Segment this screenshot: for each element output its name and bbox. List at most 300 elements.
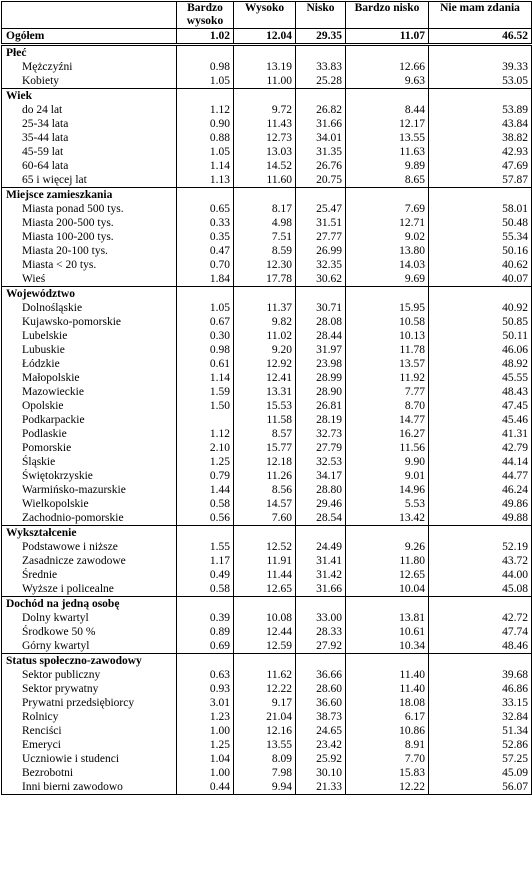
empty-cell	[429, 188, 532, 203]
table-row	[2, 682, 532, 696]
value-cell: 45.08	[429, 582, 532, 597]
value-cell: 28.60	[296, 682, 346, 696]
value-cell: 40.92	[429, 301, 532, 315]
value-cell: 13.81	[346, 611, 429, 625]
row-label: Środkowe 50 %	[2, 625, 177, 639]
empty-cell	[177, 597, 234, 612]
value-cell: 12.73	[234, 131, 296, 145]
empty-cell	[429, 654, 532, 669]
table-row	[2, 343, 532, 357]
value-cell: 34.17	[296, 469, 346, 483]
table-row	[2, 441, 532, 455]
value-cell: 38.82	[429, 131, 532, 145]
row-label: Zasadnicze zawodowe	[2, 554, 177, 568]
value-cell: 46.52	[429, 29, 532, 45]
table-row	[2, 74, 532, 89]
value-cell: 0.79	[177, 469, 234, 483]
value-cell: 1.55	[177, 540, 234, 554]
row-label: Kujawsko-pomorskie	[2, 315, 177, 329]
row-label: Dolny kwartyl	[2, 611, 177, 625]
row-label: Opolskie	[2, 399, 177, 413]
empty-cell	[346, 188, 429, 203]
value-cell: 12.44	[234, 625, 296, 639]
value-cell: 43.72	[429, 554, 532, 568]
value-cell: 52.86	[429, 738, 532, 752]
table-row	[2, 639, 532, 654]
value-cell: 5.53	[346, 497, 429, 511]
value-cell: 0.58	[177, 582, 234, 597]
value-cell: 10.58	[346, 315, 429, 329]
row-label: Mazowieckie	[2, 385, 177, 399]
value-cell: 28.33	[296, 625, 346, 639]
value-cell: 15.77	[234, 441, 296, 455]
table-row	[2, 145, 532, 159]
table-row	[2, 103, 532, 117]
value-cell: 32.35	[296, 258, 346, 272]
value-cell: 32.53	[296, 455, 346, 469]
table-row	[2, 625, 532, 639]
table-row	[2, 766, 532, 780]
section-title: Wiek	[2, 89, 177, 104]
value-cell: 30.62	[296, 272, 346, 287]
value-cell: 0.44	[177, 780, 234, 795]
row-label: Uczniowie i studenci	[2, 752, 177, 766]
value-cell: 1.02	[177, 29, 234, 45]
header-cell: Bardzo wysoko	[177, 2, 234, 29]
value-cell: 11.40	[346, 682, 429, 696]
value-cell: 11.58	[234, 413, 296, 427]
value-cell: 32.73	[296, 427, 346, 441]
value-cell: 1.17	[177, 554, 234, 568]
value-cell: 21.04	[234, 710, 296, 724]
table-row	[2, 399, 532, 413]
value-cell: 0.58	[177, 497, 234, 511]
empty-cell	[429, 89, 532, 104]
table-row	[2, 540, 532, 554]
value-cell: 42.93	[429, 145, 532, 159]
value-cell: 44.14	[429, 455, 532, 469]
value-cell: 0.39	[177, 611, 234, 625]
empty-cell	[346, 45, 429, 61]
value-cell: 0.47	[177, 244, 234, 258]
value-cell: 7.98	[234, 766, 296, 780]
survey-table	[1, 1, 532, 795]
value-cell: 11.40	[346, 668, 429, 682]
table-row	[2, 511, 532, 526]
row-label: do 24 lat	[2, 103, 177, 117]
value-cell: 15.53	[234, 399, 296, 413]
value-cell: 48.43	[429, 385, 532, 399]
value-cell: 10.13	[346, 329, 429, 343]
header-cell: Nie mam zdania	[429, 2, 532, 29]
value-cell: 26.76	[296, 159, 346, 173]
value-cell: 8.09	[234, 752, 296, 766]
empty-cell	[234, 188, 296, 203]
table-row	[2, 710, 532, 724]
value-cell: 7.69	[346, 202, 429, 216]
table-row	[2, 554, 532, 568]
value-cell: 50.85	[429, 315, 532, 329]
value-cell: 12.92	[234, 357, 296, 371]
value-cell: 8.44	[346, 103, 429, 117]
table-row	[2, 131, 532, 145]
value-cell: 10.34	[346, 639, 429, 654]
row-label: Łódzkie	[2, 357, 177, 371]
value-cell: 44.77	[429, 469, 532, 483]
empty-cell	[177, 526, 234, 541]
value-cell: 13.42	[346, 511, 429, 526]
value-cell: 24.49	[296, 540, 346, 554]
row-label: Prywatni przedsiębiorcy	[2, 696, 177, 710]
table-row	[2, 385, 532, 399]
value-cell: 13.03	[234, 145, 296, 159]
value-cell: 9.01	[346, 469, 429, 483]
value-cell: 9.20	[234, 343, 296, 357]
value-cell: 29.46	[296, 497, 346, 511]
value-cell: 3.01	[177, 696, 234, 710]
value-cell: 11.60	[234, 173, 296, 188]
row-label: Wielkopolskie	[2, 497, 177, 511]
value-cell: 12.17	[346, 117, 429, 131]
value-cell: 8.65	[346, 173, 429, 188]
value-cell: 11.92	[346, 371, 429, 385]
value-cell: 12.59	[234, 639, 296, 654]
section-header-row	[2, 526, 532, 541]
empty-cell	[296, 45, 346, 61]
table-row	[2, 497, 532, 511]
table-row	[2, 173, 532, 188]
value-cell: 32.84	[429, 710, 532, 724]
table-row	[2, 469, 532, 483]
row-label: Podstawowe i niższe	[2, 540, 177, 554]
value-cell: 11.78	[346, 343, 429, 357]
header-row	[2, 2, 532, 29]
value-cell: 8.57	[234, 427, 296, 441]
section-header-row	[2, 89, 532, 104]
row-label: Wyższe i policealne	[2, 582, 177, 597]
value-cell: 1.05	[177, 145, 234, 159]
row-label: Śląskie	[2, 455, 177, 469]
value-cell: 12.16	[234, 724, 296, 738]
value-cell: 31.41	[296, 554, 346, 568]
value-cell: 47.69	[429, 159, 532, 173]
value-cell: 33.15	[429, 696, 532, 710]
value-cell: 9.69	[346, 272, 429, 287]
value-cell: 20.75	[296, 173, 346, 188]
value-cell: 11.91	[234, 554, 296, 568]
value-cell: 1.05	[177, 74, 234, 89]
value-cell: 9.72	[234, 103, 296, 117]
section-header-row	[2, 597, 532, 612]
value-cell: 24.65	[296, 724, 346, 738]
value-cell: 47.45	[429, 399, 532, 413]
value-cell: 12.30	[234, 258, 296, 272]
value-cell: 0.65	[177, 202, 234, 216]
value-cell: 48.92	[429, 357, 532, 371]
value-cell: 50.48	[429, 216, 532, 230]
value-cell: 10.08	[234, 611, 296, 625]
value-cell: 43.84	[429, 117, 532, 131]
value-cell: 25.28	[296, 74, 346, 89]
value-cell: 1.25	[177, 738, 234, 752]
value-cell: 14.96	[346, 483, 429, 497]
value-cell: 27.77	[296, 230, 346, 244]
value-cell: 9.02	[346, 230, 429, 244]
row-label: Warmińsko-mazurskie	[2, 483, 177, 497]
empty-cell	[346, 654, 429, 669]
value-cell: 29.35	[296, 29, 346, 45]
value-cell: 21.33	[296, 780, 346, 795]
value-cell: 7.51	[234, 230, 296, 244]
table-row	[2, 315, 532, 329]
empty-cell	[296, 89, 346, 104]
value-cell	[177, 413, 234, 427]
table-row	[2, 159, 532, 173]
value-cell: 12.22	[234, 682, 296, 696]
value-cell: 11.07	[346, 29, 429, 45]
value-cell: 7.70	[346, 752, 429, 766]
row-label: Miasta 200-500 tys.	[2, 216, 177, 230]
value-cell: 11.44	[234, 568, 296, 582]
value-cell: 7.77	[346, 385, 429, 399]
value-cell: 31.97	[296, 343, 346, 357]
section-header-row	[2, 654, 532, 669]
table-row	[2, 202, 532, 216]
value-cell: 1.13	[177, 173, 234, 188]
section-title: Status społeczno-zawodowy	[2, 654, 177, 669]
value-cell: 0.35	[177, 230, 234, 244]
value-cell: 1.50	[177, 399, 234, 413]
value-cell: 57.87	[429, 173, 532, 188]
row-label: Świętokrzyskie	[2, 469, 177, 483]
value-cell: 0.56	[177, 511, 234, 526]
empty-cell	[177, 654, 234, 669]
value-cell: 0.88	[177, 131, 234, 145]
value-cell: 38.73	[296, 710, 346, 724]
value-cell: 11.02	[234, 329, 296, 343]
value-cell: 13.19	[234, 60, 296, 74]
value-cell: 0.63	[177, 668, 234, 682]
value-cell: 0.67	[177, 315, 234, 329]
value-cell: 12.04	[234, 29, 296, 45]
empty-cell	[296, 654, 346, 669]
value-cell: 1.04	[177, 752, 234, 766]
value-cell: 1.00	[177, 766, 234, 780]
value-cell: 11.26	[234, 469, 296, 483]
value-cell: 13.80	[346, 244, 429, 258]
table-row	[2, 216, 532, 230]
row-label: Mężczyźni	[2, 60, 177, 74]
table-row	[2, 371, 532, 385]
section-title: Wykształcenie	[2, 526, 177, 541]
table-row	[2, 427, 532, 441]
empty-cell	[177, 287, 234, 302]
value-cell: 14.52	[234, 159, 296, 173]
row-label: Miasta ponad 500 tys.	[2, 202, 177, 216]
table-row	[2, 696, 532, 710]
value-cell: 40.62	[429, 258, 532, 272]
table-row	[2, 611, 532, 625]
value-cell: 39.33	[429, 60, 532, 74]
empty-cell	[346, 526, 429, 541]
value-cell: 12.66	[346, 60, 429, 74]
value-cell: 0.98	[177, 343, 234, 357]
value-cell: 45.46	[429, 413, 532, 427]
value-cell: 1.00	[177, 724, 234, 738]
value-cell: 7.60	[234, 511, 296, 526]
table-row	[2, 668, 532, 682]
table-row	[2, 117, 532, 131]
value-cell: 49.86	[429, 497, 532, 511]
value-cell: 58.01	[429, 202, 532, 216]
table-row	[2, 60, 532, 74]
value-cell: 18.08	[346, 696, 429, 710]
value-cell: 8.56	[234, 483, 296, 497]
value-cell: 8.59	[234, 244, 296, 258]
row-label: Sektor publiczny	[2, 668, 177, 682]
row-label: Ogółem	[2, 29, 177, 45]
value-cell: 46.24	[429, 483, 532, 497]
empty-cell	[346, 89, 429, 104]
empty-cell	[296, 188, 346, 203]
value-cell: 41.31	[429, 427, 532, 441]
value-cell: 50.11	[429, 329, 532, 343]
table-row	[2, 244, 532, 258]
value-cell: 13.57	[346, 357, 429, 371]
section-title: Województwo	[2, 287, 177, 302]
value-cell: 30.71	[296, 301, 346, 315]
row-label: Pomorskie	[2, 441, 177, 455]
empty-cell	[234, 89, 296, 104]
value-cell: 28.90	[296, 385, 346, 399]
value-cell: 11.62	[234, 668, 296, 682]
value-cell: 12.18	[234, 455, 296, 469]
table-row	[2, 483, 532, 497]
value-cell: 13.55	[346, 131, 429, 145]
value-cell: 1.84	[177, 272, 234, 287]
value-cell: 15.83	[346, 766, 429, 780]
value-cell: 56.07	[429, 780, 532, 795]
table-row	[2, 568, 532, 582]
value-cell: 11.56	[346, 441, 429, 455]
value-cell: 46.06	[429, 343, 532, 357]
row-label: Średnie	[2, 568, 177, 582]
value-cell: 55.34	[429, 230, 532, 244]
value-cell: 0.30	[177, 329, 234, 343]
value-cell: 40.07	[429, 272, 532, 287]
value-cell: 8.91	[346, 738, 429, 752]
row-label: Inni bierni zawodowo	[2, 780, 177, 795]
empty-cell	[429, 287, 532, 302]
empty-cell	[346, 287, 429, 302]
row-label: Górny kwartyl	[2, 639, 177, 654]
table-row	[2, 230, 532, 244]
section-title: Dochód na jedną osobę	[2, 597, 177, 612]
value-cell: 9.63	[346, 74, 429, 89]
value-cell: 1.25	[177, 455, 234, 469]
table-row	[2, 752, 532, 766]
row-label: Dolnośląskie	[2, 301, 177, 315]
value-cell: 36.66	[296, 668, 346, 682]
value-cell: 23.98	[296, 357, 346, 371]
value-cell: 15.95	[346, 301, 429, 315]
value-cell: 12.52	[234, 540, 296, 554]
value-cell: 1.05	[177, 301, 234, 315]
value-cell: 0.49	[177, 568, 234, 582]
value-cell: 53.05	[429, 74, 532, 89]
value-cell: 1.12	[177, 427, 234, 441]
value-cell: 8.17	[234, 202, 296, 216]
row-label: Miasta < 20 tys.	[2, 258, 177, 272]
value-cell: 9.94	[234, 780, 296, 795]
table-row	[2, 301, 532, 315]
value-cell: 33.83	[296, 60, 346, 74]
empty-cell	[429, 597, 532, 612]
row-label: Podkarpackie	[2, 413, 177, 427]
value-cell: 23.42	[296, 738, 346, 752]
value-cell: 36.60	[296, 696, 346, 710]
value-cell: 9.17	[234, 696, 296, 710]
value-cell: 28.08	[296, 315, 346, 329]
header-cell: Nisko	[296, 2, 346, 29]
table-row	[2, 780, 532, 795]
row-label: Miasta 20-100 tys.	[2, 244, 177, 258]
value-cell: 14.57	[234, 497, 296, 511]
value-cell: 33.00	[296, 611, 346, 625]
value-cell: 9.26	[346, 540, 429, 554]
value-cell: 11.43	[234, 117, 296, 131]
section-header-row	[2, 287, 532, 302]
value-cell: 31.51	[296, 216, 346, 230]
row-label: 45-59 lat	[2, 145, 177, 159]
value-cell: 28.99	[296, 371, 346, 385]
table-row	[2, 329, 532, 343]
row-label: Lubuskie	[2, 343, 177, 357]
value-cell: 51.34	[429, 724, 532, 738]
value-cell: 10.61	[346, 625, 429, 639]
value-cell: 45.09	[429, 766, 532, 780]
value-cell: 52.19	[429, 540, 532, 554]
value-cell: 14.77	[346, 413, 429, 427]
value-cell: 25.47	[296, 202, 346, 216]
empty-cell	[234, 654, 296, 669]
value-cell: 28.54	[296, 511, 346, 526]
empty-cell	[429, 45, 532, 61]
value-cell: 1.44	[177, 483, 234, 497]
header-cell	[2, 2, 177, 29]
empty-cell	[429, 526, 532, 541]
value-cell: 42.79	[429, 441, 532, 455]
value-cell: 50.16	[429, 244, 532, 258]
value-cell: 2.10	[177, 441, 234, 455]
value-cell: 27.79	[296, 441, 346, 455]
row-label: Miasta 100-200 tys.	[2, 230, 177, 244]
empty-cell	[234, 526, 296, 541]
value-cell: 25.92	[296, 752, 346, 766]
value-cell: 11.00	[234, 74, 296, 89]
section-title: Płeć	[2, 45, 177, 61]
value-cell: 31.42	[296, 568, 346, 582]
value-cell: 1.14	[177, 371, 234, 385]
value-cell: 12.65	[234, 582, 296, 597]
table-row	[2, 272, 532, 287]
row-label: Emeryci	[2, 738, 177, 752]
value-cell: 4.98	[234, 216, 296, 230]
empty-cell	[234, 45, 296, 61]
value-cell: 53.89	[429, 103, 532, 117]
value-cell: 45.55	[429, 371, 532, 385]
row-label: Bezrobotni	[2, 766, 177, 780]
